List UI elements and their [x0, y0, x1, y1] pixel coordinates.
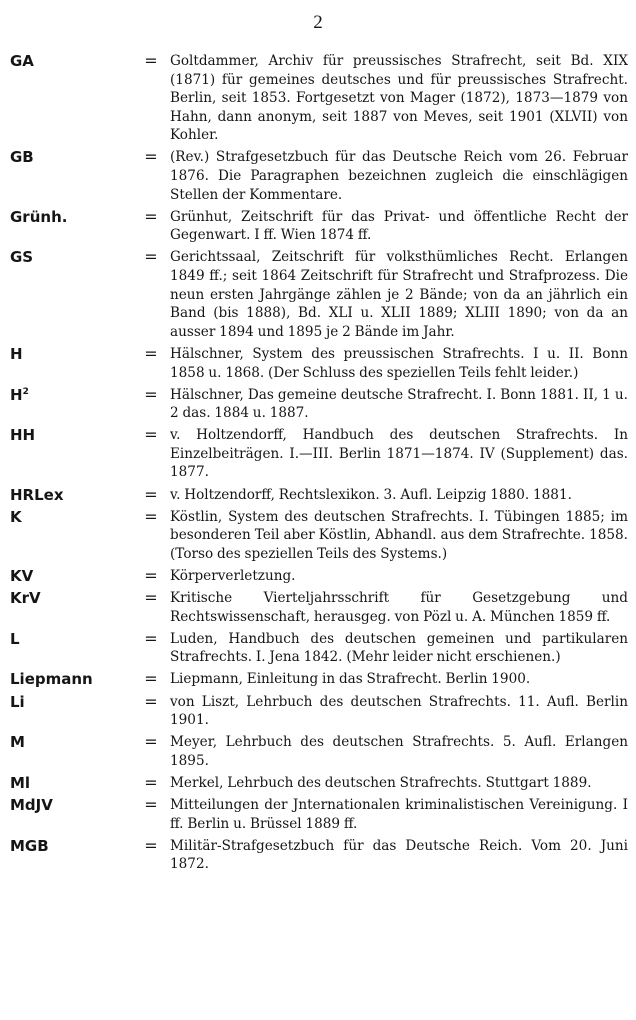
equals-sign: =: [144, 669, 158, 689]
definition-text: Merkel, Lehrbuch des deutschen Strafrechts. Stuttgart 1889.: [170, 774, 592, 791]
abbreviation-entry: [10, 693, 630, 730]
equals-sign: =: [144, 732, 158, 752]
abbreviation-text: H: [10, 344, 23, 363]
abbreviation-text: Liepmann: [10, 670, 93, 689]
abbreviation: [10, 670, 132, 689]
abbreviation-text: M: [10, 733, 25, 752]
abbreviation: [10, 630, 132, 667]
abbreviation-entry: [10, 386, 630, 423]
abbreviation-text: H: [10, 385, 23, 404]
equals-sign: =: [144, 588, 158, 608]
abbreviation-entry: [10, 774, 630, 793]
abbreviation-entry: [10, 630, 630, 667]
equals-sign: =: [144, 484, 158, 504]
equals-sign: =: [144, 247, 158, 267]
abbreviation: [10, 148, 132, 204]
definition-text: Hälschner, Das gemeine deutsche Strafrecht. I. Bonn 1881. II, 1 u. 2 das. 1884 u. 1887.: [170, 386, 628, 422]
abbreviation-entry: [10, 796, 630, 833]
abbreviation-text: HRLex: [10, 485, 64, 504]
definition-text: v. Holtzendorff, Rechtslexikon. 3. Aufl. Leipzig 1880. 1881.: [170, 486, 572, 503]
equals-sign: =: [144, 51, 158, 70]
definition-text: Luden, Handbuch des deutschen gemeinen und partikularen Strafrechts. I. Jena 1842. (Mehr leider nicht erschienen.): [170, 630, 628, 666]
abbreviation: [10, 796, 132, 833]
abbreviation-text: GA: [10, 52, 34, 70]
equals-sign: =: [144, 206, 158, 226]
abbreviation-text: MdJV: [10, 795, 53, 814]
abbreviation-text: KV: [10, 566, 34, 585]
definition-text: (Rev.) Strafgesetzbuch für das Deutsche Reich vom 26. Februar 1876. Die Paragraphen bezeichnen zugleich die einschlägigen Stellen der Kommentare.: [170, 149, 628, 203]
page-number: 2: [313, 12, 323, 33]
equals-sign: =: [144, 147, 158, 167]
equals-sign: =: [144, 835, 158, 855]
abbreviation-entry: [10, 733, 630, 770]
definition-text: Liepmann, Einleitung in das Strafrecht. Berlin 1900.: [170, 671, 531, 688]
definition-text: Kritische Vierteljahrsschrift für Gesetzgebung und Rechtswissenschaft, herausgeg. von Pözl u. A. München 1859 ff.: [170, 590, 628, 625]
abbreviation-entry: [10, 567, 630, 586]
equals-sign: =: [144, 565, 158, 585]
definition-text: Gerichtssaal, Zeitschrift für volksthümliches Recht. Erlangen 1849 ff.; seit 1864 Zeitschrift für Strafrecht und Strafprozess. Die neun ersten Jahrgänge zählen je 2 Bände; von da an jährlich ein Band (bis 1888), Bd. XLI u. XLII 1889; XLIII 1890; von da an ausser 1894 und 1895 je 2 Bände im Jahr.: [170, 249, 628, 340]
equals-sign: =: [144, 794, 158, 814]
abbreviation-entry: [10, 486, 630, 505]
definition-text: Grünhut, Zeitschrift für das Privat- und öffentliche Recht der Gegenwart. I ff. Wien 1874 ff.: [170, 208, 628, 244]
equals-sign: =: [144, 628, 158, 648]
abbreviation-text: HH: [10, 426, 36, 445]
abbreviation: [10, 208, 132, 245]
abbreviation-text: KrV: [10, 589, 41, 608]
abbreviation-entry: [10, 248, 630, 341]
definition-text: Militär-Strafgesetzbuch für das Deutsche Reich. Vom 20. Juni 1872.: [170, 837, 628, 873]
abbreviation-text: Ml: [10, 773, 31, 792]
abbreviation: [10, 345, 132, 382]
abbreviation: [10, 486, 132, 505]
abbreviation-text: K: [10, 507, 22, 526]
definition-text: Mitteilungen der Jnternationalen kriminalistischen Vereinigung. I ff. Berlin u. Brüssel 1889 ff.: [170, 796, 628, 832]
abbreviation: [10, 567, 132, 586]
equals-sign: =: [144, 506, 158, 526]
abbreviation: [10, 774, 132, 793]
abbreviation: [10, 837, 132, 874]
abbreviation-entry: [10, 52, 630, 145]
abbreviation: [10, 508, 132, 564]
abbreviation-text: Grünh.: [10, 207, 68, 226]
abbreviation: [10, 386, 132, 423]
abbreviation: [10, 52, 132, 145]
equals-sign: =: [144, 772, 158, 792]
abbreviation-entry: [10, 345, 630, 382]
abbreviation: [10, 248, 132, 341]
definition-text: Hälschner, System des preussischen Strafrechts. I u. II. Bonn 1858 u. 1868. (Der Schluss des speziellen Teils fehlt leider.): [170, 345, 628, 381]
abbreviation-text: GS: [10, 248, 34, 267]
abbreviation: [10, 589, 132, 626]
definition-text: von Liszt, Lehrbuch des deutschen Strafrechts. 11. Aufl. Berlin 1901.: [170, 693, 628, 729]
abbreviation-text: L: [10, 629, 20, 648]
abbreviation-superscript: 2: [22, 386, 29, 397]
definition-text: Köstlin, System des deutschen Strafrechts. I. Tübingen 1885; im besonderen Teil aber Köstlin, Abhandl. aus dem Strafrechte. 1858. (Torso des speziellen Teils des Systems.): [170, 508, 628, 562]
definition-text: Goltdammer, Archiv für preussisches Strafrecht, seit Bd. XIX (1871) für gemeines deutsches und für preussisches Strafrecht. Berlin, seit 1853. Fortgesetzt von Mager (1872), 1873—1879 von Hahn, dann anonym, seit 1887 von Meves, seit 1901 (XLVII) von Kohler.: [170, 53, 628, 144]
definition-text: Körperverletzung.: [170, 567, 296, 584]
abbreviation-entry: [10, 426, 630, 482]
abbreviation: [10, 733, 132, 770]
abbreviation-entry: [10, 589, 630, 626]
abbreviation: [10, 693, 132, 730]
equals-sign: =: [144, 691, 158, 711]
abbreviation-text: Li: [10, 692, 25, 711]
abbreviation-entry: [10, 670, 630, 689]
abbreviation-entry: [10, 508, 630, 564]
definition-text: Meyer, Lehrbuch des deutschen Strafrechts. 5. Aufl. Erlangen 1895.: [170, 734, 628, 769]
equals-sign: =: [144, 384, 158, 404]
abbreviation: [10, 426, 132, 482]
abbreviation-text: MGB: [10, 836, 49, 855]
abbreviation-list: [10, 52, 630, 877]
equals-sign: =: [144, 343, 158, 363]
equals-sign: =: [144, 425, 158, 445]
abbreviation-text: GB: [10, 148, 34, 167]
abbreviation-entry: [10, 837, 630, 874]
definition-text: v. Holtzendorff, Handbuch des deutschen Strafrechts. In Einzelbeiträgen. I.—III. Berlin 1871—1874. IV (Supplement) das. 1877.: [170, 427, 628, 481]
abbreviation-entry: [10, 148, 630, 204]
abbreviation-entry: [10, 208, 630, 245]
